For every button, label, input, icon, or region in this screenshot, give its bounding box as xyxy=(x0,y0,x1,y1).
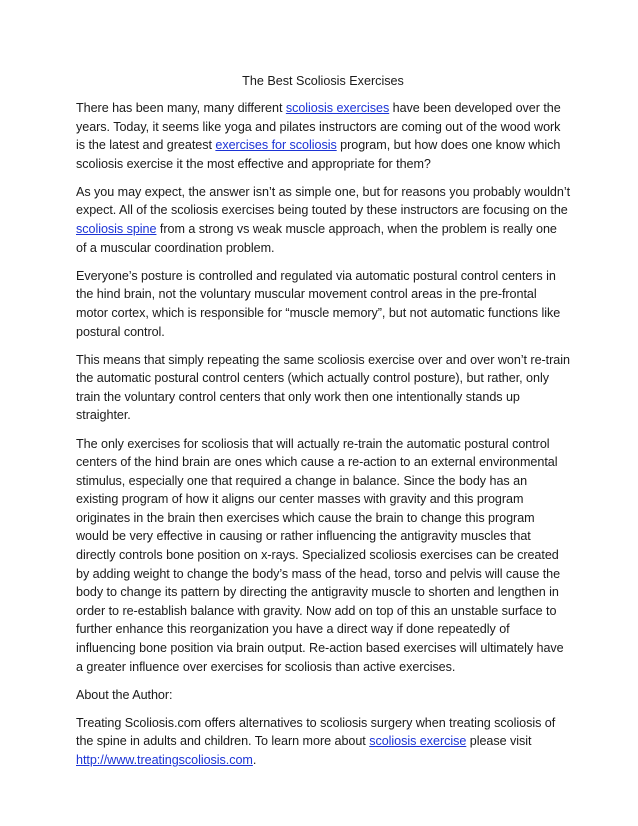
about-author-heading: About the Author: xyxy=(76,687,173,702)
paragraph-text: from a strong vs weak muscle approach, when the problem is really one of a muscular coordination problem. xyxy=(76,222,557,255)
paragraph-text: have been developed over the years. Today, it seems like yoga and pilates instructors are coming out of the wood work is the latest and greatest xyxy=(76,101,561,153)
paragraph-intro xyxy=(76,99,570,173)
paragraph-text: Treating Scoliosis.com offers alternatives to scoliosis surgery when treating scoliosis of the spine in adults and children. To learn more about xyxy=(76,715,556,749)
paragraph-text: There has been many, many different xyxy=(76,101,286,115)
paragraph-text: please visit xyxy=(466,734,532,749)
link-scoliosis-spine[interactable]: scoliosis spine xyxy=(76,222,157,237)
link-treatingscoliosis-url[interactable]: http://www.treatingscoliosis.com xyxy=(76,753,253,767)
link-scoliosis-exercise[interactable]: scoliosis exercise xyxy=(369,734,467,749)
paragraph-repetition: This means that simply repeating the same scoliosis exercise over and over won’t re-train the automatic postural control centers (which actually control posture), but rather, only train the voluntary control centers that only work then one intentionally stands up straighter. xyxy=(76,352,570,423)
link-scoliosis-exercises[interactable]: scoliosis exercises xyxy=(285,101,390,115)
paragraph-text: program, but how does one know which scoliosis exercise it the most effective and appropriate for them? xyxy=(76,138,561,171)
paragraph-text: . xyxy=(252,753,257,767)
paragraph-retrain: The only exercises for scoliosis that will actually re-train the automatic postural control centers of the hind brain are ones which cause a re-action to an external environmental stimulus, especially one that required a change in balance. Since the body has an existing program of how it aligns our center masses with gravity and this program originates in the brain then exercises which cause the brain to change this program would be very effective in causing or rather influencing the antigravity muscles that directly controls bone position on x-rays. Specialized scoliosis exercises can be created by adding weight to change the body’s mass of the head, torso and pelvis will cause the body to change its pattern by directing the antigravity muscle to shorten and lengthen in order to re-establish balance with gravity. Now add on top of this an unstable surface to further enhance this reorganization you have a direct way if done repeatedly of influencing bone position via brain output. Re-action based exercises will ultimately have a greater influence over exercises for scoliosis than active exercises. xyxy=(76,436,564,674)
paragraph-author xyxy=(76,714,570,770)
document-page xyxy=(76,72,570,779)
paragraph-posture: Everyone’s posture is controlled and regulated via automatic postural control centers in the hind brain, not the voluntary muscular movement control areas in the pre-frontal motor cortex, which is responsible for “muscle memory”, but not automatic functions like postural control. xyxy=(76,268,561,339)
paragraph-answer xyxy=(76,183,570,257)
paragraph-text: As you may expect, the answer isn’t as simple one, but for reasons you probably wouldn’t expect. All of the scoliosis exercises being touted by these instructors are focusing on the xyxy=(76,184,571,218)
link-exercises-for-scoliosis[interactable]: exercises for scoliosis xyxy=(215,138,337,153)
document-title: The Best Scoliosis Exercises xyxy=(242,74,404,88)
